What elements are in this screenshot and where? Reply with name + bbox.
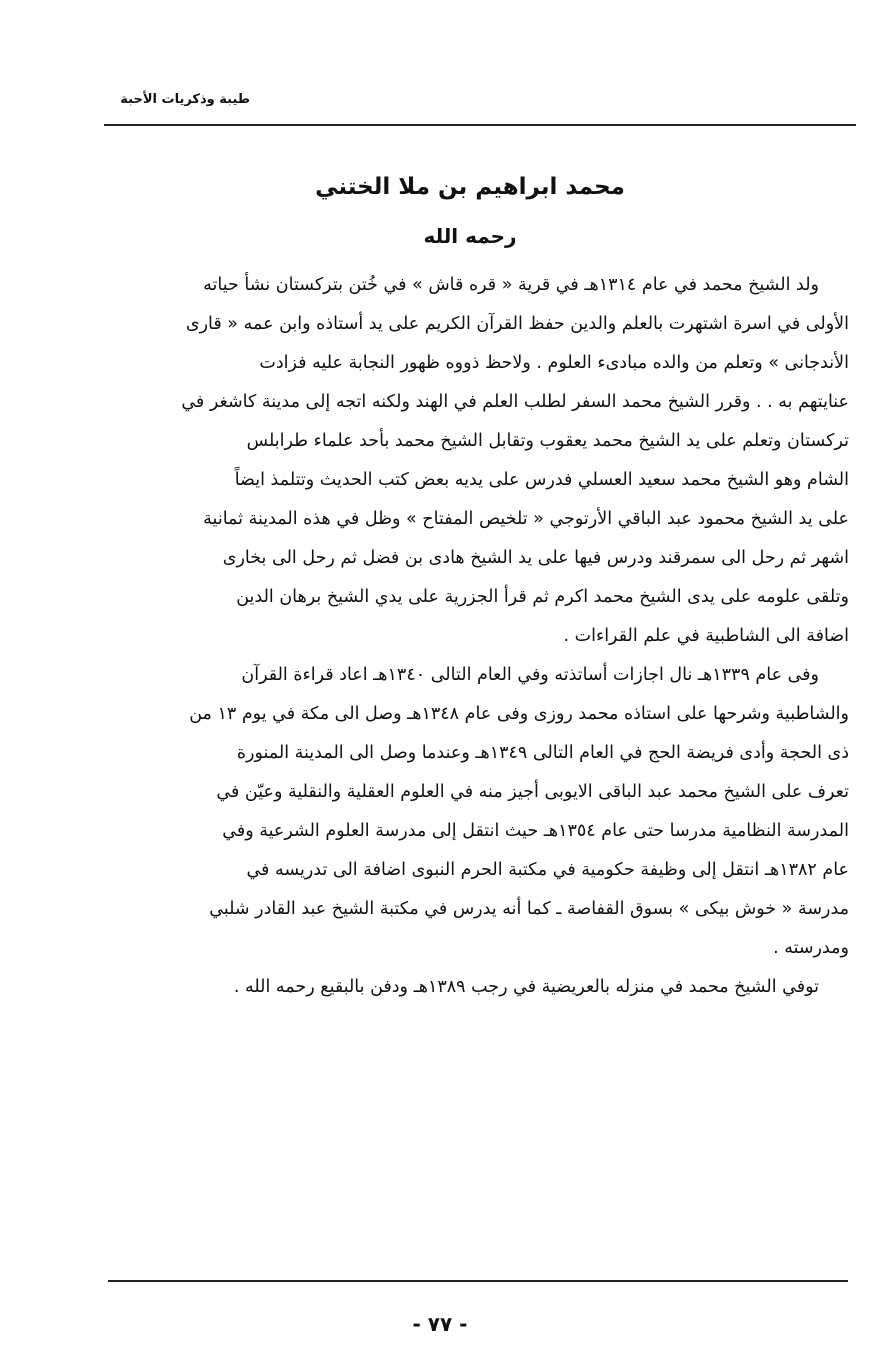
body-line: عنايتهم به . . وقرر الشيخ محمد السفر لطلب العلم في الهند ولكنه اتجه إلى مدينة كاشغر في (181, 392, 849, 412)
body-line: الأولى في اسرة اشتهرت بالعلم والدين حفظ القرآن الكريم على يد أستاذه وابن عمه « قارى (185, 314, 849, 334)
article-body (100, 266, 849, 1007)
body-line: ولد الشيخ محمد في عام ١٣١٤هـ في قرية « قره قاش » في خُتن بتركستان نشأ حياته (203, 275, 819, 295)
body-line: وفى عام ١٣٣٩هـ نال اجازات أساتذته وفي العام التالى ١٣٤٠هـ اعاد قراءة القرآن (241, 665, 819, 685)
body-line: عام ١٣٨٢هـ انتقل إلى وظيفة حكومية في مكتبة الحرم النبوى اضافة الى تدريسه في (246, 860, 849, 880)
page-number: - ٧٧ - (412, 1312, 468, 1336)
body-line: والشاطبية وشرحها على استاذه محمد روزى وفى عام ١٣٤٨هـ وصل الى مكة في يوم ١٣ من (189, 704, 849, 724)
body-line: ذى الحجة وأدى فريضة الحج في العام التالى ١٣٤٩هـ وعندما وصل الى المدينة المنورة (236, 743, 849, 763)
body-line: الأندجانى » وتعلم من والده مبادىء العلوم . ولاحظ ذووه ظهور النجابة عليه فزادت (259, 353, 849, 373)
body-line: اضافة الى الشاطبية في علم القراءات . (563, 626, 849, 646)
body-line: مدرسة « خوش بيكى » بسوق القفاصة ـ كما أنه يدرس في مكتبة الشيخ عبد القادر شلبي (209, 899, 849, 919)
header-divider (104, 124, 856, 126)
body-line: على يد الشيخ محمود عبد الباقي الأرتوجي « تلخيص المفتاح » وظل في هذه المدينة ثمانية (203, 509, 849, 529)
body-line: اشهر ثم رحل الى سمرقند ودرس فيها على يد الشيخ هادى بن فضل ثم رحل الى بخارى (222, 548, 849, 568)
body-line: وتلقى علومه على يدى الشيخ محمد اكرم ثم قرأ الجزرية على يدي الشيخ برهان الدين (236, 587, 849, 607)
footer-divider (108, 1280, 848, 1282)
body-line: تركستان وتعلم على يد الشيخ محمد يعقوب وتقابل الشيخ محمد بأحد علماء طرابلس (246, 431, 849, 451)
body-line: توفي الشيخ محمد في منزله بالعريضية في رجب ١٣٨٩هـ ودفن بالبقيع رحمه الله . (233, 977, 819, 997)
body-line: الشام وهو الشيخ محمد سعيد العسلي فدرس على يديه بعض كتب الحديث وتتلمذ ايضاً (234, 470, 849, 490)
running-header: طيبة وذكريات الأحبة (120, 92, 250, 107)
article-title: محمد ابراهيم بن ملا الختني (315, 174, 625, 200)
article-subtitle: رحمه الله (423, 224, 517, 248)
body-line: ومدرسته . (773, 938, 849, 958)
body-line: المدرسة النظامية مدرسا حتى عام ١٣٥٤هـ حيث انتقل إلى مدرسة العلوم الشرعية وفي (222, 821, 849, 841)
body-line: تعرف على الشيخ محمد عبد الباقى الايوبى أجيز منه في العلوم العقلية والنقلية وعيّن في (216, 782, 849, 802)
